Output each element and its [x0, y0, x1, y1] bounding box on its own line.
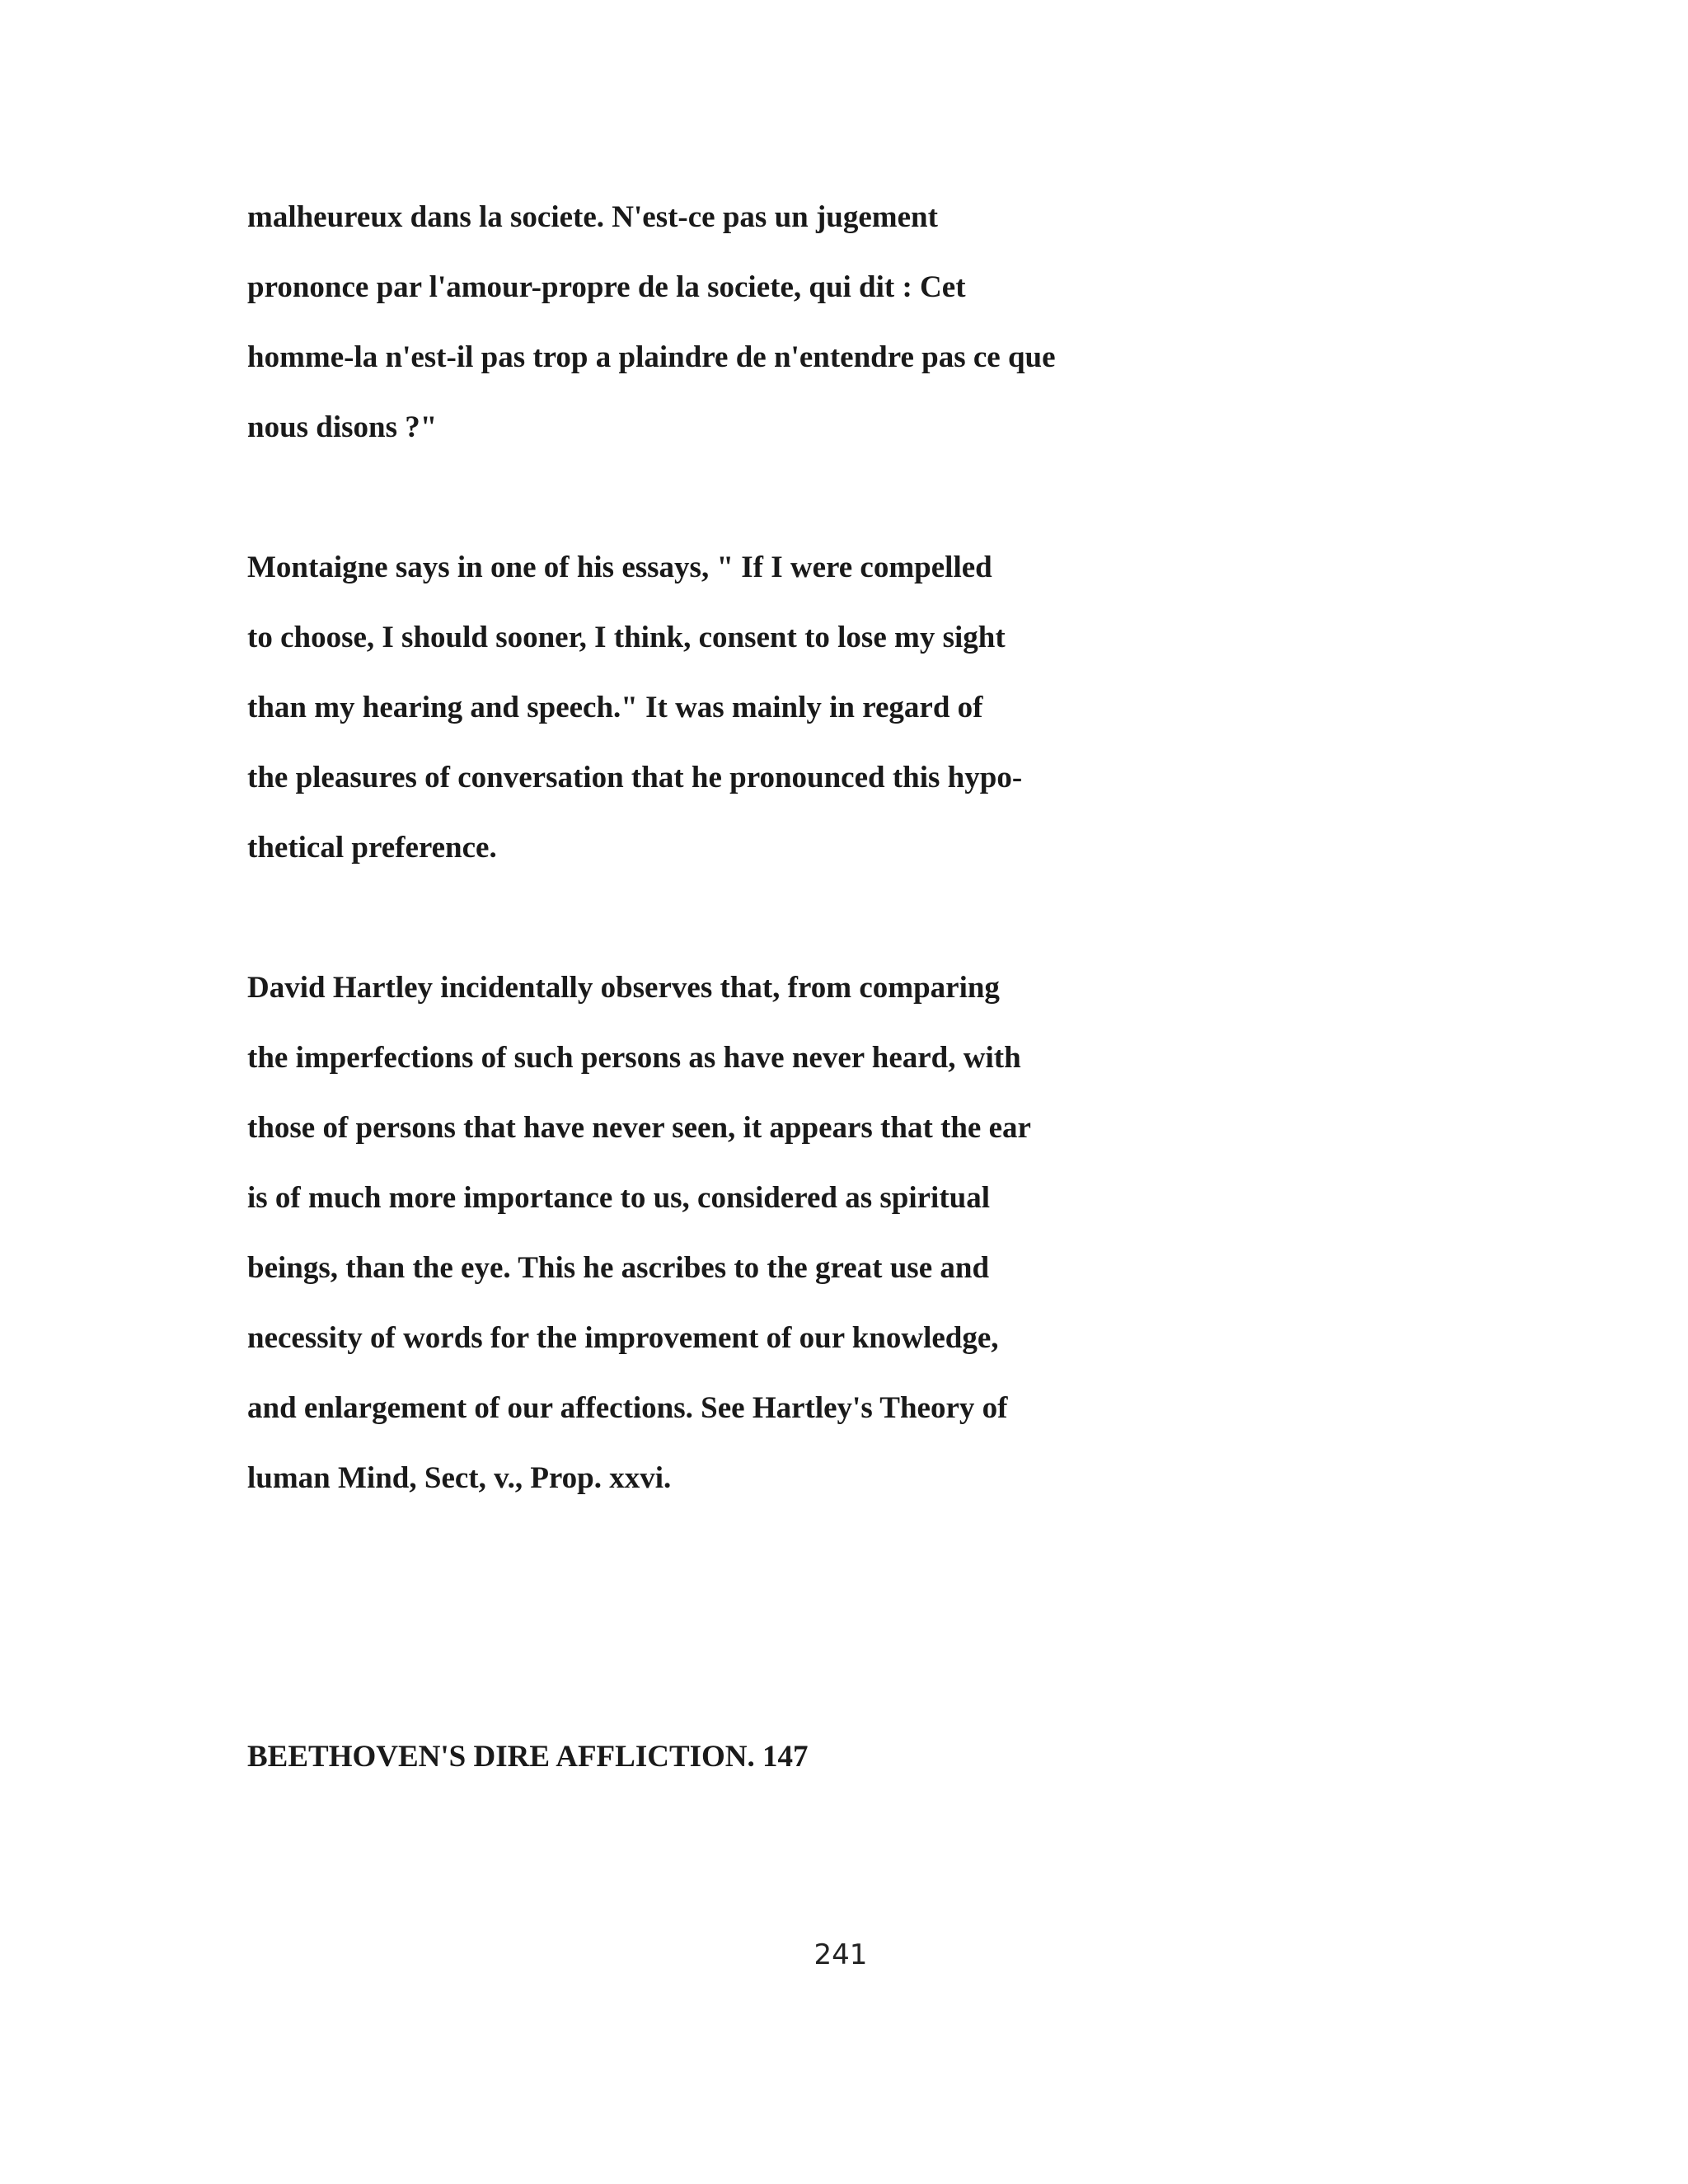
text-line: and enlargement of our affections. See Hartley's Theory of — [247, 1391, 1008, 1425]
text-line: those of persons that have never seen, it appears that the ear — [247, 1111, 1031, 1145]
text-line: is of much more importance to us, considered as spiritual — [247, 1181, 991, 1215]
text-line: malheureux dans la societe. N'est-ce pas un jugement — [247, 200, 938, 234]
text-line: Montaigne says in one of his essays, " If I were compelled — [247, 551, 992, 584]
text-line: homme-la n'est-il pas trop a plaindre de n'entendre pas ce que — [247, 340, 1056, 374]
text-line: than my hearing and speech." It was mainly in regard of — [247, 691, 983, 724]
text-line: the pleasures of conversation that he pronounced this hypo- — [247, 761, 1023, 794]
text-line: necessity of words for the improvement of our knowledge, — [247, 1321, 999, 1355]
text-line: nous disons ?" — [247, 410, 438, 444]
text-line: thetical preference. — [247, 831, 497, 865]
text-line: to choose, I should sooner, I think, consent to lose my sight — [247, 621, 1006, 654]
text-line: David Hartley incidentally observes that, from comparing — [247, 971, 1000, 1005]
page-number: 241 — [814, 1938, 868, 1971]
running-head: BEETHOVEN'S DIRE AFFLICTION. 147 — [247, 1740, 809, 1774]
text-line: the imperfections of such persons as have never heard, with — [247, 1041, 1021, 1075]
text-line: luman Mind, Sect, v., Prop. xxvi. — [247, 1461, 672, 1495]
text-line: beings, than the eye. This he ascribes to the great use and — [247, 1251, 990, 1285]
text-line: prononce par l'amour-propre de la societe, qui dit : Cet — [247, 270, 966, 304]
